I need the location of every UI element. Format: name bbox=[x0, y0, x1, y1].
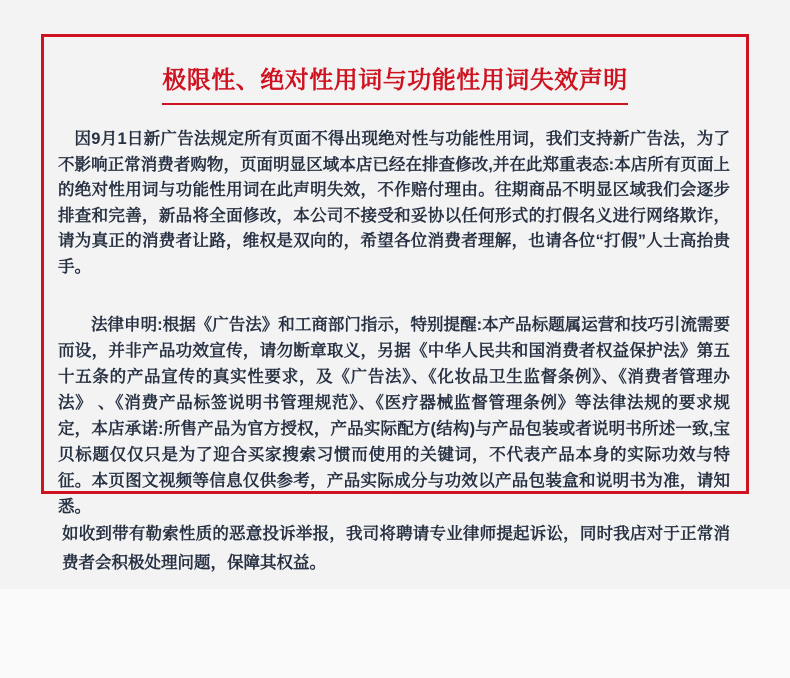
complaint-warning-note: 如收到带有勒索性质的恶意投诉举报，我司将聘请专业律师提起诉讼，同时我店对于正常消费者会积极处理问题，保障其权益。 bbox=[62, 525, 730, 572]
disclaimer-title-row bbox=[44, 60, 746, 105]
disclaimer-title: 极限性、绝对性用词与功能性用词失效声明 bbox=[162, 60, 628, 105]
disclaimer-paragraph-1: 因9月1日新广告法规定所有页面不得出现绝对性与功能性用词，我们支持新广告法，为了不影响正常消费者购物，页面明显区域本店已经在排查修改,并在此郑重表态:本店所有页面上的绝对性用词与功能性用词在此声明失效，不作赔付理由。往期商品不明显区域我们会逐步排查和完善，新品将全面修改，本公司不接受和妥协以任何形式的打假名义进行网络欺诈，请为真正的消费者让路，维权是双向的，希望各位消费者理解，也请各位“打假”人士高抬贵手。 bbox=[58, 130, 730, 276]
disclaimer-box bbox=[41, 34, 749, 516]
disclaimer-paragraph-2: 法律申明:根据《广告法》和工商部门指示，特别提醒:本产品标题属运营和技巧引流需要而设，并非产品功效宣传，请勿断章取义，另据《中华人民共和国消费者权益保护法》第五十五条的产品宣传的真实性要求，及《广告法》、《化妆品卫生监督条例》、《消费者管理办法》 、《消费产品标签说明书管理规范》、《医疗器械监督管理条例》等法律法规的要求规定，本店承诺:所售产品为官方授权，产品实际配方(结构)与产品包装或者说明书所述一致,宝贝标题仅仅只是为了迎合买家搜索习惯而使用的关键词，不代表产品本身的实际功效与特征。本页图文视频等信息仅供参考，产品实际成分与功效以产品包装盒和说明书为准，请知悉。 bbox=[58, 316, 730, 516]
